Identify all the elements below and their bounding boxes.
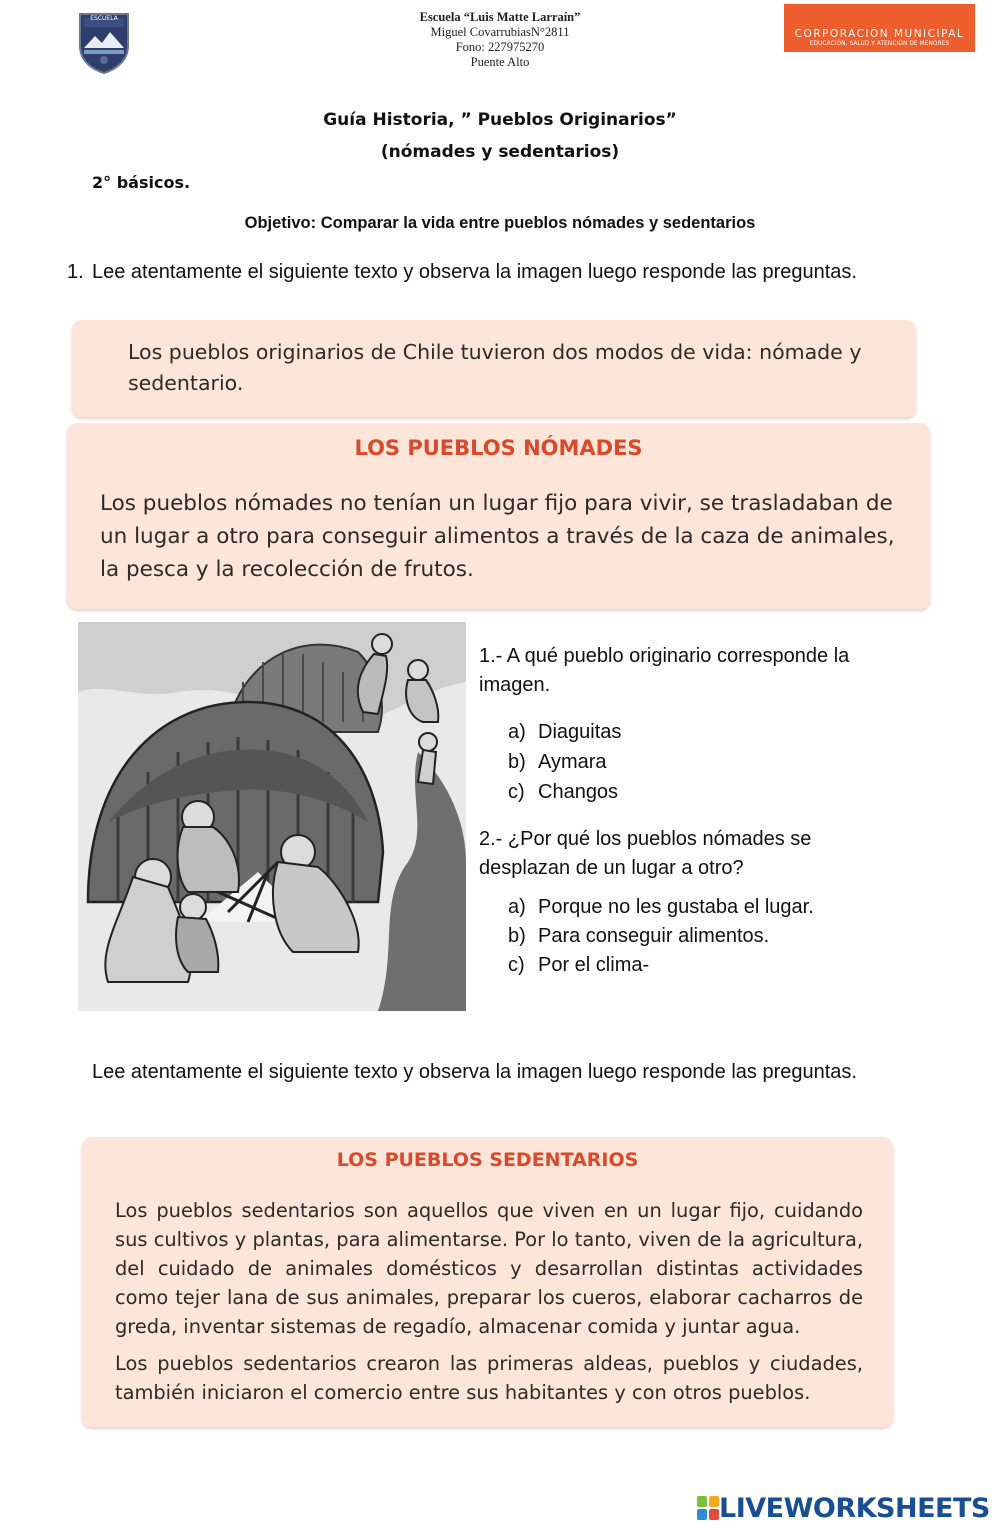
liveworksheets-brand: LIVEWORKSHEETS — [719, 1492, 990, 1524]
school-phone: Fono: 227975270 — [455, 40, 545, 54]
instruction-number: 1. — [67, 261, 84, 283]
page-subtitle: (nómades y sedentarios) — [380, 142, 620, 162]
question-2: 2.- ¿Por qué los pueblos nómades se desplazan de un lugar a otro? — [479, 828, 812, 879]
page-title: Guía Historia, ” Pueblos Originarios” — [323, 110, 677, 130]
question-2-option-a[interactable]: a) Porque no les gustaba el lugar. — [508, 896, 814, 918]
nomad-camp-illustration — [78, 622, 466, 1011]
crest-label: ESCUELA — [90, 15, 118, 22]
corporation-subtitle: EDUCACIÓN, SALUD Y ATENCIÓN DE MENORES — [809, 41, 950, 47]
question-1-option-a[interactable]: a) Diaguitas — [508, 721, 622, 743]
liveworksheets-icon — [697, 1496, 719, 1520]
question-1-option-c[interactable]: c) Changos — [508, 781, 619, 803]
intro-text: Los pueblos originarios de Chile tuvieron dos modos de vida: nómade y sedentario. — [128, 340, 862, 395]
corporation-name: CORPORACIÓN MUNICIPAL — [794, 28, 965, 40]
school-address: Miguel CovarrubiasN°2811 — [430, 25, 570, 39]
question-2-option-b[interactable]: b) Para conseguir alimentos. — [508, 925, 770, 947]
question-1-options — [508, 717, 621, 807]
question-1-option-b[interactable]: b) Aymara — [508, 751, 607, 773]
school-name: Escuela “Luis Matte Larraín” — [419, 10, 581, 24]
school-info — [300, 10, 700, 70]
liveworksheets-logo — [697, 1488, 990, 1528]
question-1: 1.- A qué pueblo originario corresponde la imagen. — [479, 645, 850, 696]
question-2-options — [508, 893, 814, 980]
grade-label: 2° básicos. — [92, 173, 191, 192]
school-city: Puente Alto — [470, 55, 530, 69]
sedentary-paragraph-1: Los pueblos sedentarios son aquellos que viven en un lugar fijo, cuidando sus cultivos y plantas, para alimentarse. Por lo tanto, viven de la agricultura, del cuidado de animales domésticos y desarrollan distintas actividades como tejer lana de sus animales, preparar los cueros, elaborar cacharros de greda, inventar sistemas de regadío, almacenar comida y juntar agua. — [115, 1199, 863, 1338]
corporation-logo — [784, 4, 975, 52]
nomad-text: Los pueblos nómades no tenían un lugar fijo para vivir, se trasladaban de un lugar a otro para conseguir alimentos a través de la caza de animales, la pesca y la recolección de frutos. — [100, 491, 895, 582]
instruction-1: Lee atentamente el siguiente texto y observa la imagen luego responde las preguntas. — [92, 261, 857, 283]
objective: Objetivo: Comparar la vida entre pueblos nómades y sedentarios — [244, 214, 756, 232]
sedentary-heading: LOS PUEBLOS SEDENTARIOS — [336, 1149, 639, 1171]
question-2-option-c[interactable]: c) Por el clima- — [508, 954, 650, 976]
sedentary-paragraph-2: Los pueblos sedentarios crearon las primeras aldeas, pueblos y ciudades, también iniciaron el comercio entre sus habitantes y con otros pueblos. — [115, 1352, 863, 1404]
instruction-2: Lee atentamente el siguiente texto y observa la imagen luego responde las preguntas. — [92, 1061, 857, 1083]
nomad-heading: LOS PUEBLOS NÓMADES — [354, 436, 643, 460]
